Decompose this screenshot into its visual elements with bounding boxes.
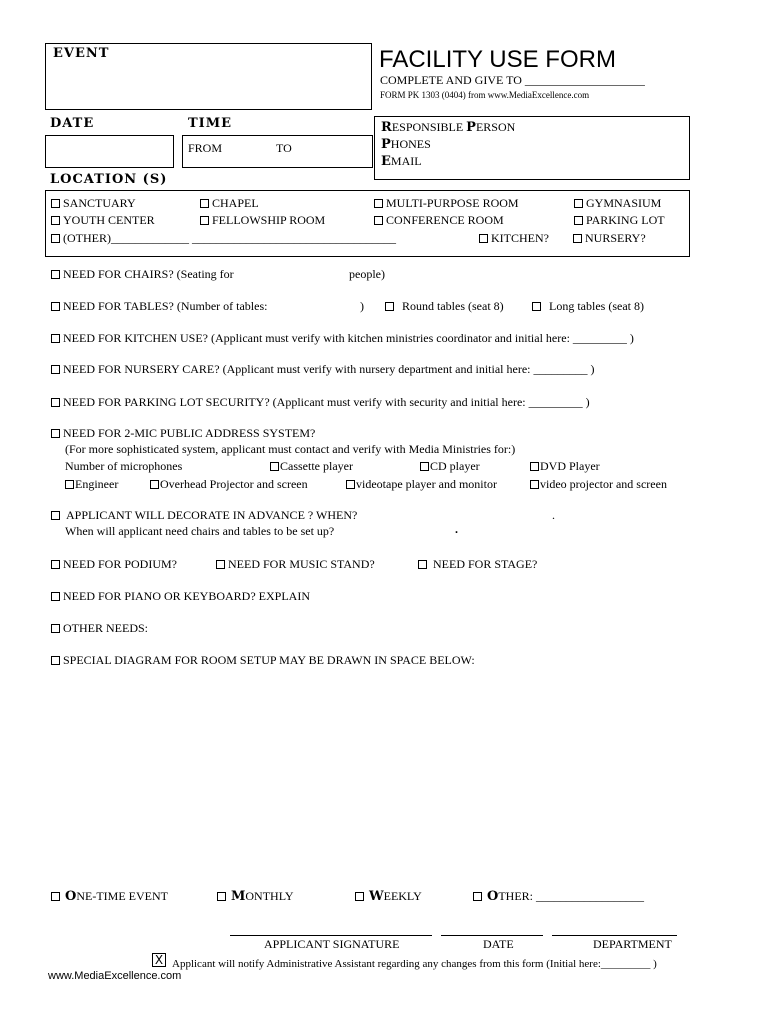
phones-label — [381, 137, 431, 152]
footer-url: www.MediaExcellence.com — [48, 970, 182, 982]
rest-mail: MAIL — [390, 154, 422, 168]
cap-r: R — [381, 120, 392, 135]
checkbox-icon[interactable] — [216, 560, 225, 569]
checkbox-icon[interactable] — [51, 398, 60, 407]
date-signature-label: DATE — [483, 937, 514, 951]
checkbox-icon[interactable] — [420, 462, 429, 471]
pa-videotape[interactable]: videotape player and monitor — [346, 477, 497, 492]
location-label: LOCATION (S) — [50, 172, 168, 187]
need-parking[interactable]: NEED FOR PARKING LOT SECURITY? (Applicant must verify with security and initial here: _________ ) — [51, 395, 590, 410]
checkbox-icon[interactable] — [385, 302, 394, 311]
round-tables[interactable]: Round tables (seat 8) — [385, 299, 504, 314]
checkbox-icon[interactable] — [574, 216, 583, 225]
date-label: DATE — [50, 116, 95, 131]
checkbox-icon[interactable] — [51, 624, 60, 633]
decorate-dot: . — [552, 508, 555, 522]
email-label — [381, 154, 422, 169]
pa-engineer[interactable]: Engineer — [65, 477, 118, 492]
loc-other[interactable]: (OTHER)_____________ __________________________________ — [51, 231, 396, 246]
checkbox-icon[interactable] — [51, 365, 60, 374]
checkbox-icon[interactable] — [530, 462, 539, 471]
checkbox-icon[interactable] — [51, 334, 60, 343]
chairs-people: people) — [349, 267, 385, 281]
pa-cd[interactable]: CD player — [420, 459, 480, 474]
checkbox-icon[interactable] — [346, 480, 355, 489]
loc-youth-center[interactable]: YOUTH CENTER — [51, 213, 155, 228]
checkbox-icon[interactable] — [51, 216, 60, 225]
checkbox-icon[interactable] — [51, 656, 60, 665]
cap-ph: P — [381, 137, 391, 152]
loc-gymnasium[interactable]: GYMNASIUM — [574, 196, 661, 211]
setup-question: When will applicant need chairs and tables to be set up? — [65, 524, 335, 538]
pa-note: (For more sophisticated system, applicant must contact and verify with Media Ministries for:) — [65, 442, 516, 456]
cap-e: E — [381, 154, 391, 169]
pa-cassette[interactable]: Cassette player — [270, 459, 353, 474]
time-to-label: TO — [276, 141, 292, 155]
checkbox-icon[interactable] — [200, 216, 209, 225]
freq-one-time[interactable]: ONE-TIME EVENT — [51, 889, 168, 904]
checkbox-icon[interactable] — [374, 199, 383, 208]
loc-multi-purpose[interactable]: MULTI-PURPOSE ROOM — [374, 196, 519, 211]
time-label: TIME — [188, 116, 233, 131]
pa-overhead[interactable]: Overhead Projector and screen — [150, 477, 308, 492]
loc-nursery[interactable]: NURSERY? — [573, 231, 646, 246]
checkbox-icon[interactable] — [530, 480, 539, 489]
checkbox-icon[interactable] — [374, 216, 383, 225]
tables-close: ) — [360, 299, 364, 313]
need-nursery[interactable]: NEED FOR NURSERY CARE? (Applicant must verify with nursery department and initial here: _________ ) — [51, 362, 594, 377]
checkbox-icon[interactable] — [51, 199, 60, 208]
need-pa[interactable]: NEED FOR 2-MIC PUBLIC ADDRESS SYSTEM? — [51, 426, 315, 441]
checkbox-icon[interactable] — [51, 560, 60, 569]
loc-kitchen[interactable]: KITCHEN? — [479, 231, 549, 246]
need-podium[interactable]: NEED FOR PODIUM? — [51, 557, 177, 572]
freq-weekly[interactable]: WEEKLY — [355, 889, 422, 904]
freq-monthly[interactable]: MONTHLY — [217, 889, 294, 904]
form-id: FORM PK 1303 (0404) from www.MediaExcellence.com — [380, 90, 590, 100]
need-stage[interactable]: NEED FOR STAGE? — [418, 557, 537, 572]
signature-line[interactable] — [230, 935, 432, 936]
pa-dvd[interactable]: DVD Player — [530, 459, 600, 474]
checkbox-icon[interactable] — [51, 270, 60, 279]
loc-parking[interactable]: PARKING LOT — [574, 213, 665, 228]
responsible-person-label — [381, 120, 515, 135]
event-label: EVENT — [53, 46, 110, 61]
checkbox-icon[interactable] — [150, 480, 159, 489]
setup-dot: . — [455, 522, 458, 536]
need-kitchen[interactable]: NEED FOR KITCHEN USE? (Applicant must verify with kitchen ministries coordinator and initial here: _________ ) — [51, 331, 634, 346]
checkbox-icon[interactable] — [51, 592, 60, 601]
date-field[interactable] — [45, 135, 174, 168]
checkbox-icon[interactable] — [270, 462, 279, 471]
need-tables[interactable]: NEED FOR TABLES? (Number of tables: — [51, 299, 267, 314]
need-piano[interactable]: NEED FOR PIANO OR KEYBOARD? EXPLAIN — [51, 589, 310, 604]
checkbox-icon[interactable] — [473, 892, 482, 901]
other-needs[interactable]: OTHER NEEDS: — [51, 621, 148, 636]
need-chairs[interactable]: NEED FOR CHAIRS? (Seating for — [51, 267, 234, 282]
time-from-label: FROM — [188, 141, 223, 155]
checkbox-icon[interactable] — [51, 511, 60, 520]
department-label: DEPARTMENT — [593, 937, 672, 951]
rest-erson: ERSON — [475, 120, 516, 134]
checkbox-icon[interactable] — [217, 892, 226, 901]
checkbox-icon[interactable] — [51, 302, 60, 311]
checkbox-icon[interactable] — [479, 234, 488, 243]
change-notice: Applicant will notify Administrative Assistant regarding any changes from this form (Initial here:_________ ) — [172, 958, 657, 970]
checkbox-icon[interactable] — [65, 480, 74, 489]
need-decorate[interactable]: APPLICANT WILL DECORATE IN ADVANCE ? WHEN? — [51, 508, 357, 523]
need-music-stand[interactable]: NEED FOR MUSIC STAND? — [216, 557, 375, 572]
checkbox-icon[interactable] — [532, 302, 541, 311]
form-title: FACILITY USE FORM — [379, 46, 616, 73]
applicant-signature-label: APPLICANT SIGNATURE — [264, 937, 400, 951]
loc-conference[interactable]: CONFERENCE ROOM — [374, 213, 504, 228]
checkbox-icon[interactable] — [200, 199, 209, 208]
checkbox-icon[interactable] — [355, 892, 364, 901]
checked-box[interactable]: X — [152, 953, 166, 967]
pa-mics: Number of microphones — [65, 459, 183, 473]
freq-other[interactable]: OTHER: __________________ — [473, 889, 644, 904]
rest-esponsible: ESPONSIBLE — [391, 120, 467, 134]
date-line[interactable] — [441, 935, 543, 936]
checkbox-icon[interactable] — [574, 199, 583, 208]
checkbox-icon[interactable] — [418, 560, 427, 569]
loc-sanctuary[interactable]: SANCTUARY — [51, 196, 136, 211]
checkbox-icon[interactable] — [573, 234, 582, 243]
department-line[interactable] — [552, 935, 677, 936]
cap-p: P — [466, 120, 476, 135]
loc-fellowship[interactable]: FELLOWSHIP ROOM — [200, 213, 325, 228]
complete-give-to: COMPLETE AND GIVE TO ____________________ — [380, 73, 645, 87]
rest-hones: HONES — [390, 137, 431, 151]
pa-videoproj[interactable]: video projector and screen — [530, 477, 667, 492]
checkbox-icon[interactable] — [51, 429, 60, 438]
loc-chapel[interactable]: CHAPEL — [200, 196, 259, 211]
long-tables[interactable]: Long tables (seat 8) — [532, 299, 644, 314]
special-diagram[interactable]: SPECIAL DIAGRAM FOR ROOM SETUP MAY BE DRAWN IN SPACE BELOW: — [51, 653, 475, 668]
checkbox-icon[interactable] — [51, 234, 60, 243]
checkbox-icon[interactable] — [51, 892, 60, 901]
